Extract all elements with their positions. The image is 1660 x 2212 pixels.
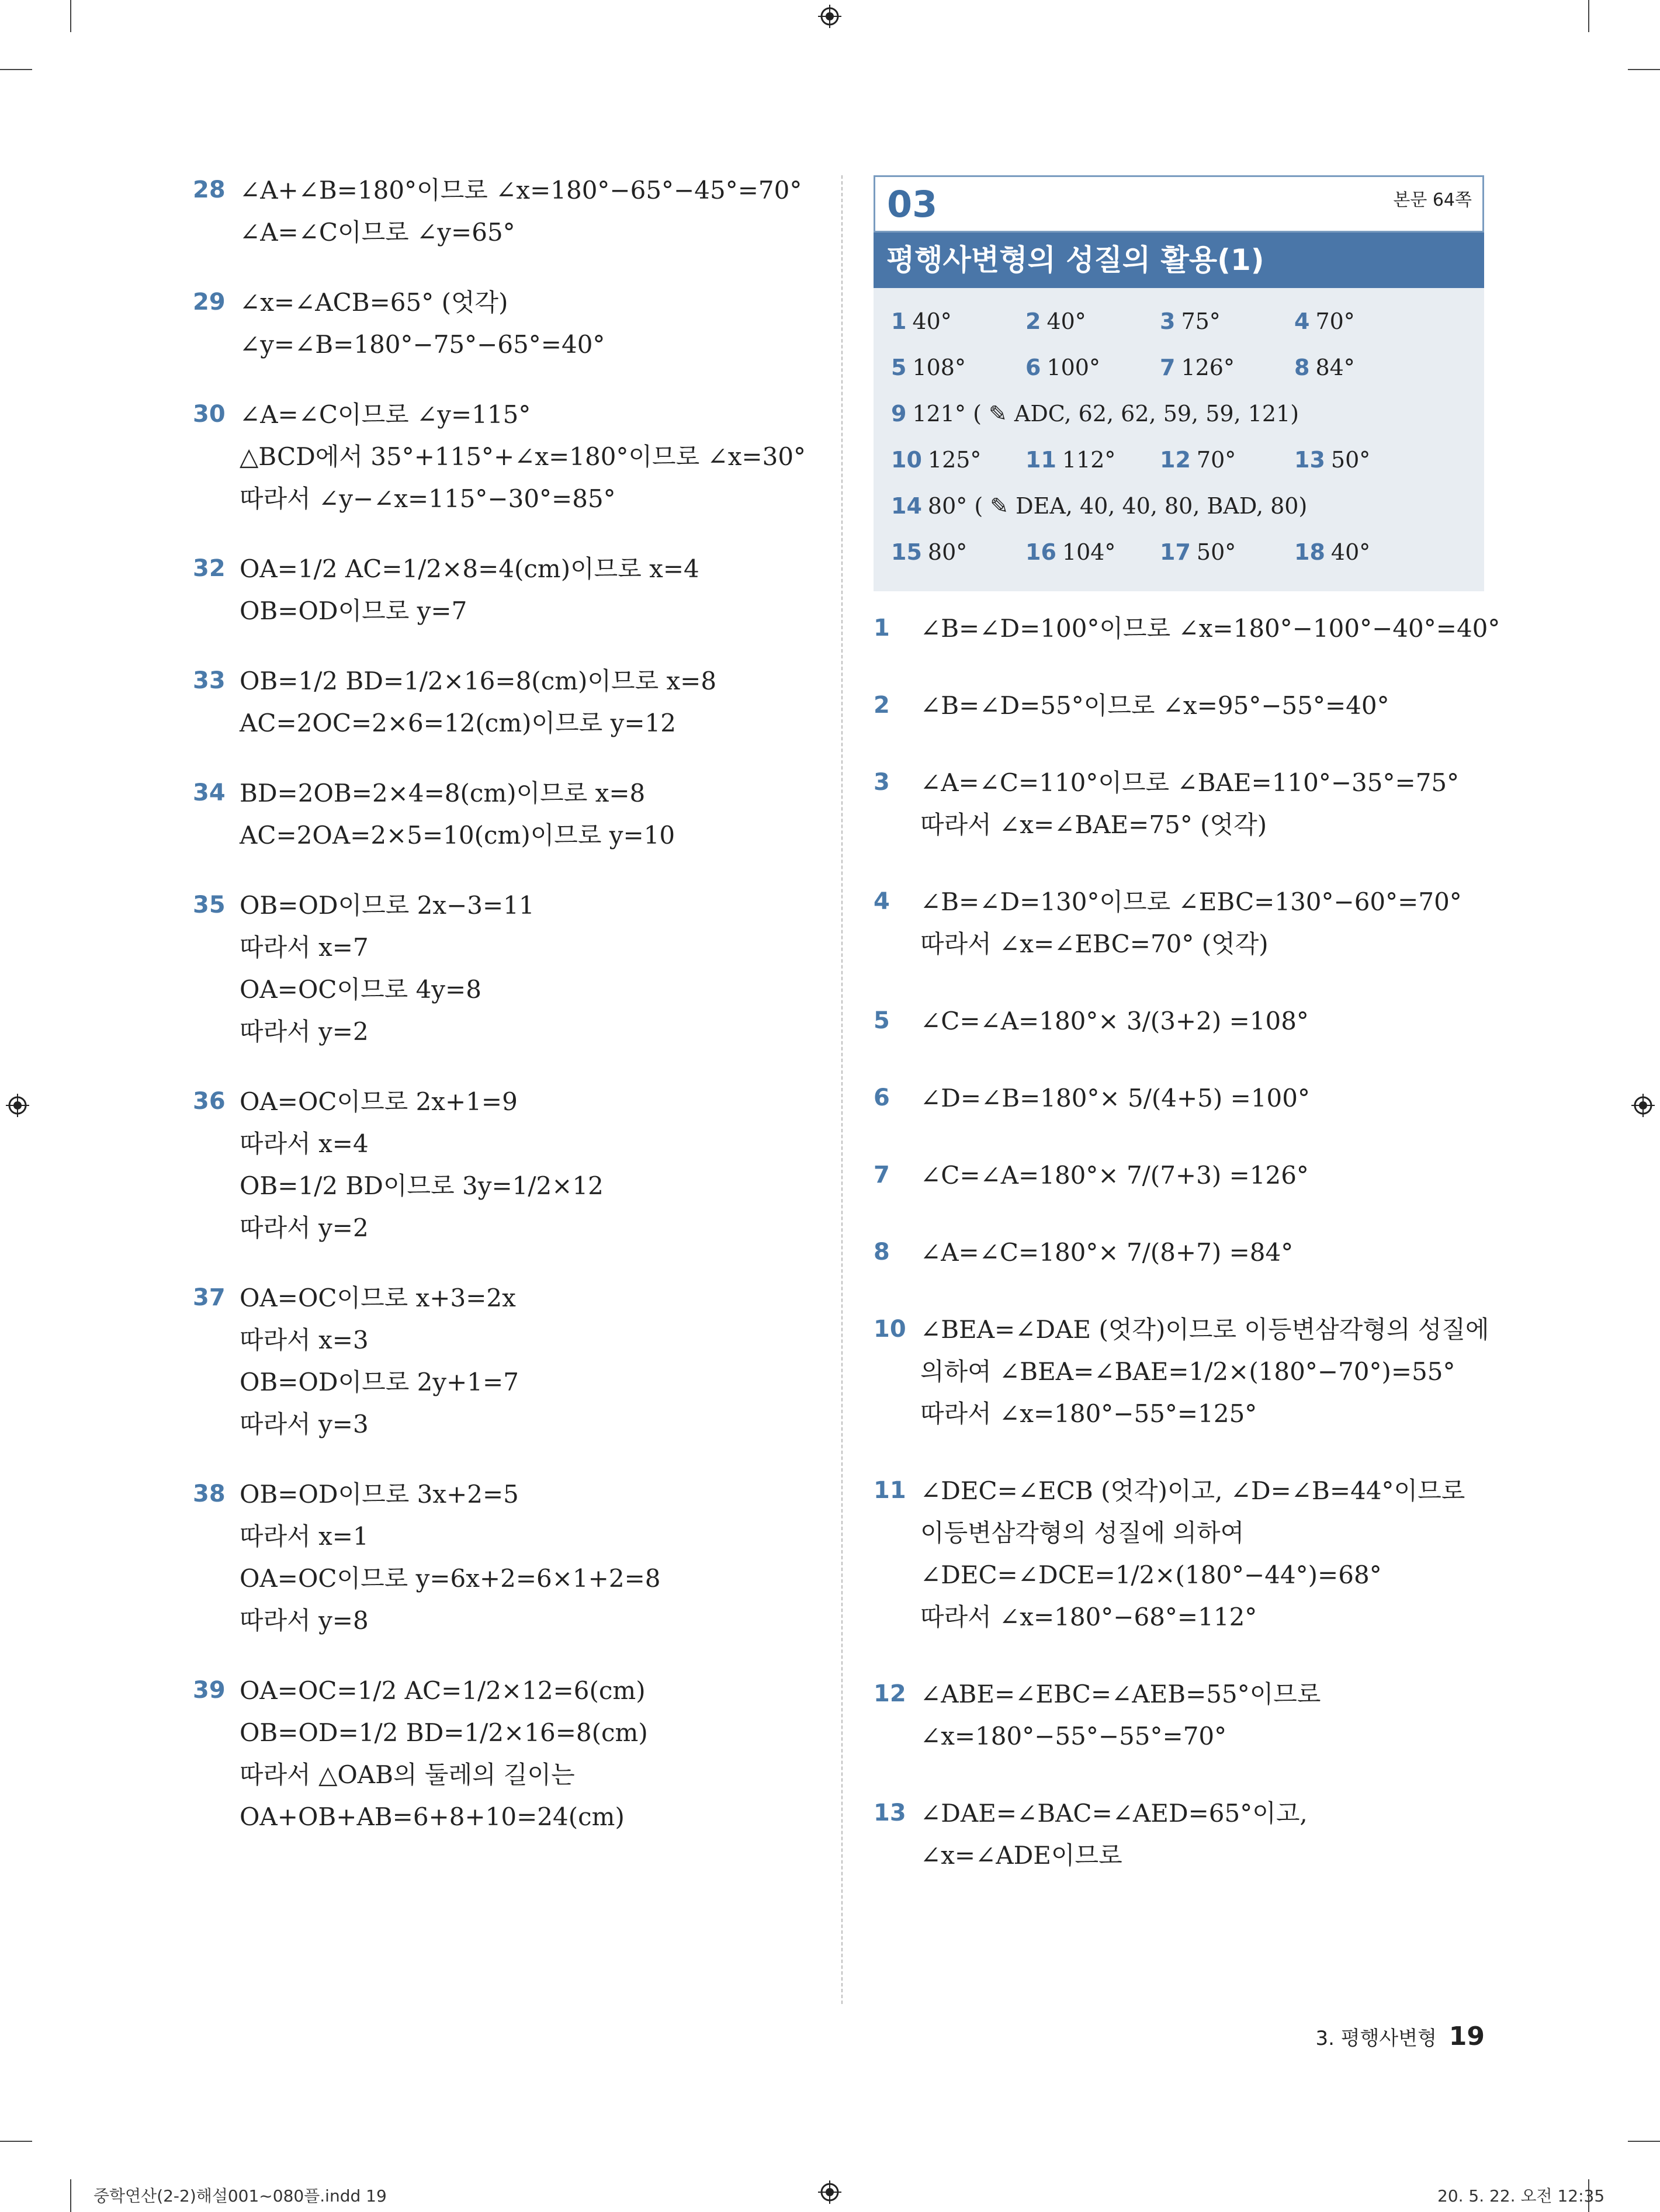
solution-line: OA=OC이므로 y=6x+2=6×1+2=8 xyxy=(240,1564,661,1593)
box-header xyxy=(874,175,1484,233)
crop-mark xyxy=(1588,0,1589,32)
crop-mark xyxy=(70,2179,71,2212)
section-title: 평행사변형의 성질의 활용(1) xyxy=(874,233,1484,288)
answer-13 xyxy=(1294,447,1370,473)
solution-line: OA=OC이므로 4y=8 xyxy=(240,975,481,1004)
registration-mark-icon xyxy=(818,2180,841,2204)
solution-line: ∠y=∠B=180°−75°−65°=40° xyxy=(240,330,605,359)
answer-value: 104° xyxy=(1062,539,1116,565)
solution-line: 따라서 x=7 xyxy=(240,933,369,962)
answer-16 xyxy=(1025,539,1115,565)
problem-number: 13 xyxy=(874,1800,906,1826)
problem-number: 2 xyxy=(874,692,890,719)
answer-9 xyxy=(891,401,1299,427)
solution-line: ∠A=∠C이므로 ∠y=115° xyxy=(240,400,531,429)
solution-line: OB=OD=1/2 BD=1/2×16=8(cm) xyxy=(240,1718,648,1747)
solution-line: ∠DAE=∠BAC=∠AED=65°이고, xyxy=(920,1799,1308,1828)
answer-number: 6 xyxy=(1025,355,1041,380)
answer-number: 1 xyxy=(891,308,907,334)
solution-11 xyxy=(874,1470,1487,1638)
solution-32 xyxy=(193,548,818,632)
solution-28 xyxy=(193,169,818,254)
solution-line: 따라서 ∠x=180°−68°=112° xyxy=(920,1603,1257,1631)
solution-line: 따라서 ∠x=180°−55°=125° xyxy=(920,1399,1257,1428)
answer-box xyxy=(874,175,1484,591)
page-reference: 본문 64쪽 xyxy=(1393,190,1472,210)
problem-number: 1 xyxy=(874,615,890,642)
answer-number: 14 xyxy=(891,493,922,519)
solution-line: 따라서 ∠y−∠x=115°−30°=85° xyxy=(240,484,616,513)
answer-number: 8 xyxy=(1294,355,1310,380)
problem-number: 28 xyxy=(193,176,226,203)
answer-value: 40° xyxy=(912,308,952,334)
solution-line: ∠DEC=∠ECB (엇각)이고, ∠D=∠B=44°이므로 xyxy=(920,1476,1465,1505)
solution-6 xyxy=(874,1077,1487,1119)
answer-value: 108° xyxy=(912,355,966,380)
answer-11 xyxy=(1025,447,1115,473)
answer-number: 7 xyxy=(1160,355,1176,380)
solution-38 xyxy=(193,1473,818,1642)
solution-line: OB=OD이므로 2x−3=11 xyxy=(240,891,535,920)
answer-2 xyxy=(1025,308,1086,334)
solution-2 xyxy=(874,685,1487,727)
right-column xyxy=(874,608,1500,1912)
solution-line: BD=2OB=2×4=8(cm)이므로 x=8 xyxy=(240,779,646,807)
answer-number: 11 xyxy=(1025,447,1056,473)
answer-17 xyxy=(1160,539,1236,565)
solution-line: 따라서 y=2 xyxy=(240,1017,369,1046)
solution-line: ∠B=∠D=55°이므로 ∠x=95°−55°=40° xyxy=(920,691,1389,720)
problem-number: 5 xyxy=(874,1007,890,1034)
answer-7 xyxy=(1160,355,1235,380)
answer-value: 40° xyxy=(1330,539,1371,565)
solution-line: 따라서 x=3 xyxy=(240,1326,369,1354)
answer-value: 75° xyxy=(1181,308,1221,334)
problem-number: 12 xyxy=(874,1680,906,1707)
problem-number: 39 xyxy=(193,1677,226,1704)
answer-value: 100° xyxy=(1046,355,1100,380)
answer-number: 12 xyxy=(1160,447,1191,473)
file-slug: 중학연산(2-2)해설001~080플.indd 19 xyxy=(93,2186,387,2206)
crop-mark xyxy=(1628,69,1660,70)
page-number: 19 xyxy=(1448,2022,1485,2051)
problem-number: 37 xyxy=(193,1284,226,1311)
answer-value: 125° xyxy=(927,447,982,473)
problem-number: 35 xyxy=(193,892,226,918)
answer-value: 50° xyxy=(1196,539,1236,565)
answer-value: 40° xyxy=(1046,308,1086,334)
solution-29 xyxy=(193,282,818,366)
solution-line: ∠A=∠C=180°× 7/(8+7) =84° xyxy=(920,1238,1294,1267)
solution-3 xyxy=(874,762,1487,846)
solution-34 xyxy=(193,772,818,857)
solution-line: ∠BEA=∠DAE (엇각)이므로 이등변삼각형의 성질에 xyxy=(920,1315,1489,1344)
answer-15 xyxy=(891,539,967,565)
solution-line: OB=1/2 BD이므로 3y=1/2×12 xyxy=(240,1171,604,1200)
answer-value: 50° xyxy=(1330,447,1371,473)
solution-line: ∠C=∠A=180°× 3/(3+2) =108° xyxy=(920,1007,1309,1035)
answer-number: 17 xyxy=(1160,539,1191,565)
solution-37 xyxy=(193,1277,818,1445)
answer-number: 5 xyxy=(891,355,907,380)
answer-18 xyxy=(1294,539,1370,565)
registration-mark-icon xyxy=(818,5,841,28)
solution-line: 따라서 ∠x=∠BAE=75° (엇각) xyxy=(920,810,1267,839)
answer-number: 9 xyxy=(891,401,907,427)
answer-14 xyxy=(891,493,1307,519)
solution-line: 따라서 y=8 xyxy=(240,1606,369,1635)
solution-line: ∠D=∠B=180°× 5/(4+5) =100° xyxy=(920,1084,1310,1112)
solution-line: 이등변삼각형의 성질에 의하여 xyxy=(920,1518,1245,1547)
solution-line: ∠B=∠D=100°이므로 ∠x=180°−100°−40°=40° xyxy=(920,614,1500,643)
problem-number: 6 xyxy=(874,1084,890,1111)
answer-8 xyxy=(1294,355,1355,380)
answer-number: 18 xyxy=(1294,539,1325,565)
registration-mark-icon xyxy=(6,1094,29,1117)
print-date: 20. 5. 22. 오전 12:35 xyxy=(1437,2186,1605,2206)
problem-number: 3 xyxy=(874,769,890,796)
problem-number: 32 xyxy=(193,555,226,582)
problem-number: 8 xyxy=(874,1239,890,1266)
answer-number: 4 xyxy=(1294,308,1310,334)
solution-line: AC=2OA=2×5=10(cm)이므로 y=10 xyxy=(240,821,675,850)
answer-number: 2 xyxy=(1025,308,1041,334)
solution-12 xyxy=(874,1673,1487,1757)
solution-line: 따라서 ∠x=∠EBC=70° (엇각) xyxy=(920,930,1269,958)
page-footer xyxy=(1315,2022,1485,2051)
solution-30 xyxy=(193,394,818,520)
solution-line: 의하여 ∠BEA=∠BAE=1/2×(180°−70°)=55° xyxy=(920,1357,1455,1386)
answer-value: 126° xyxy=(1181,355,1235,380)
answer-value: 80° ( ✎ DEA, 40, 40, 80, BAD, 80) xyxy=(927,493,1308,519)
solution-line: OB=OD이므로 y=7 xyxy=(240,597,467,625)
problem-number: 30 xyxy=(193,401,226,428)
solution-39 xyxy=(193,1670,818,1838)
solution-line: ∠x=∠ACB=65° (엇각) xyxy=(240,288,508,317)
solution-line: ∠C=∠A=180°× 7/(7+3) =126° xyxy=(920,1161,1309,1190)
solution-8 xyxy=(874,1232,1487,1274)
answer-3 xyxy=(1160,308,1221,334)
solution-line: ∠x=∠ADE이므로 xyxy=(920,1841,1122,1870)
crop-mark xyxy=(0,2141,32,2142)
answer-4 xyxy=(1294,308,1355,334)
answer-12 xyxy=(1160,447,1236,473)
answer-5 xyxy=(891,355,966,380)
crop-mark xyxy=(70,0,71,32)
answer-6 xyxy=(1025,355,1100,380)
solution-line: 따라서 x=1 xyxy=(240,1522,369,1551)
solution-10 xyxy=(874,1309,1487,1435)
answer-number: 3 xyxy=(1160,308,1176,334)
problem-number: 36 xyxy=(193,1088,226,1115)
solution-1 xyxy=(874,608,1500,650)
problem-number: 4 xyxy=(874,888,890,915)
answer-value: 84° xyxy=(1315,355,1355,380)
solution-line: OB=OD이므로 3x+2=5 xyxy=(240,1480,519,1509)
solution-line: ∠ABE=∠EBC=∠AEB=55°이므로 xyxy=(920,1680,1321,1708)
answer-1 xyxy=(891,308,952,334)
solution-line: ∠B=∠D=130°이므로 ∠EBC=130°−60°=70° xyxy=(920,887,1462,916)
solution-7 xyxy=(874,1154,1487,1197)
solution-35 xyxy=(193,885,818,1053)
solution-line: 따라서 y=3 xyxy=(240,1410,369,1438)
solution-line: 따라서 x=4 xyxy=(240,1129,369,1158)
solution-line: OA=OC=1/2 AC=1/2×12=6(cm) xyxy=(240,1676,646,1705)
solution-36 xyxy=(193,1081,818,1249)
solution-4 xyxy=(874,881,1487,965)
answer-number: 13 xyxy=(1294,447,1325,473)
problem-number: 38 xyxy=(193,1481,226,1507)
problem-number: 10 xyxy=(874,1316,906,1343)
solution-line: OA+OB+AB=6+8+10=24(cm) xyxy=(240,1802,625,1831)
answer-10 xyxy=(891,447,981,473)
registration-mark-icon xyxy=(1631,1094,1655,1117)
solution-line: ∠A=∠C=110°이므로 ∠BAE=110°−35°=75° xyxy=(920,768,1460,797)
problem-number: 33 xyxy=(193,667,226,694)
solution-5 xyxy=(874,1000,1487,1042)
solution-13 xyxy=(874,1793,1487,1877)
crop-mark xyxy=(1628,2141,1660,2142)
solution-line: AC=2OC=2×6=12(cm)이므로 y=12 xyxy=(240,709,676,737)
section-number: 03 xyxy=(887,183,938,226)
solution-33 xyxy=(193,660,818,744)
solution-line: ∠A=∠C이므로 ∠y=65° xyxy=(240,218,515,247)
solution-line: OA=1/2 AC=1/2×8=4(cm)이므로 x=4 xyxy=(240,554,699,583)
answer-number: 16 xyxy=(1025,539,1056,565)
answer-value: 70° xyxy=(1315,308,1355,334)
problem-number: 29 xyxy=(193,289,226,315)
solution-line: 따라서 △OAB의 둘레의 길이는 xyxy=(240,1760,575,1789)
solution-line: OB=1/2 BD=1/2×16=8(cm)이므로 x=8 xyxy=(240,667,717,695)
answer-number: 15 xyxy=(891,539,922,565)
solution-line: OB=OD이므로 2y+1=7 xyxy=(240,1368,519,1396)
solution-line: △BCD에서 35°+115°+∠x=180°이므로 ∠x=30° xyxy=(240,442,806,471)
solution-line: ∠A+∠B=180°이므로 ∠x=180°−65°−45°=70° xyxy=(240,176,802,204)
crop-mark xyxy=(0,69,32,70)
problem-number: 11 xyxy=(874,1477,906,1504)
answer-value: 80° xyxy=(927,539,968,565)
problem-number: 7 xyxy=(874,1162,890,1188)
solution-line: ∠x=180°−55°−55°=70° xyxy=(920,1722,1227,1750)
solution-line: OA=OC이므로 2x+1=9 xyxy=(240,1087,518,1116)
problem-number: 34 xyxy=(193,779,226,806)
column-divider xyxy=(841,175,843,2004)
left-column xyxy=(193,169,818,1866)
solution-line: ∠DEC=∠DCE=1/2×(180°−44°)=68° xyxy=(920,1561,1382,1589)
chapter-label: 3. 평행사변형 xyxy=(1315,2027,1437,2050)
answer-value: 112° xyxy=(1062,447,1116,473)
answer-value: 121° ( ✎ ADC, 62, 62, 59, 59, 121) xyxy=(912,401,1299,427)
solution-line: 따라서 y=2 xyxy=(240,1214,369,1242)
solution-line: OA=OC이므로 x+3=2x xyxy=(240,1284,516,1312)
answer-number: 10 xyxy=(891,447,922,473)
answer-value: 70° xyxy=(1196,447,1236,473)
